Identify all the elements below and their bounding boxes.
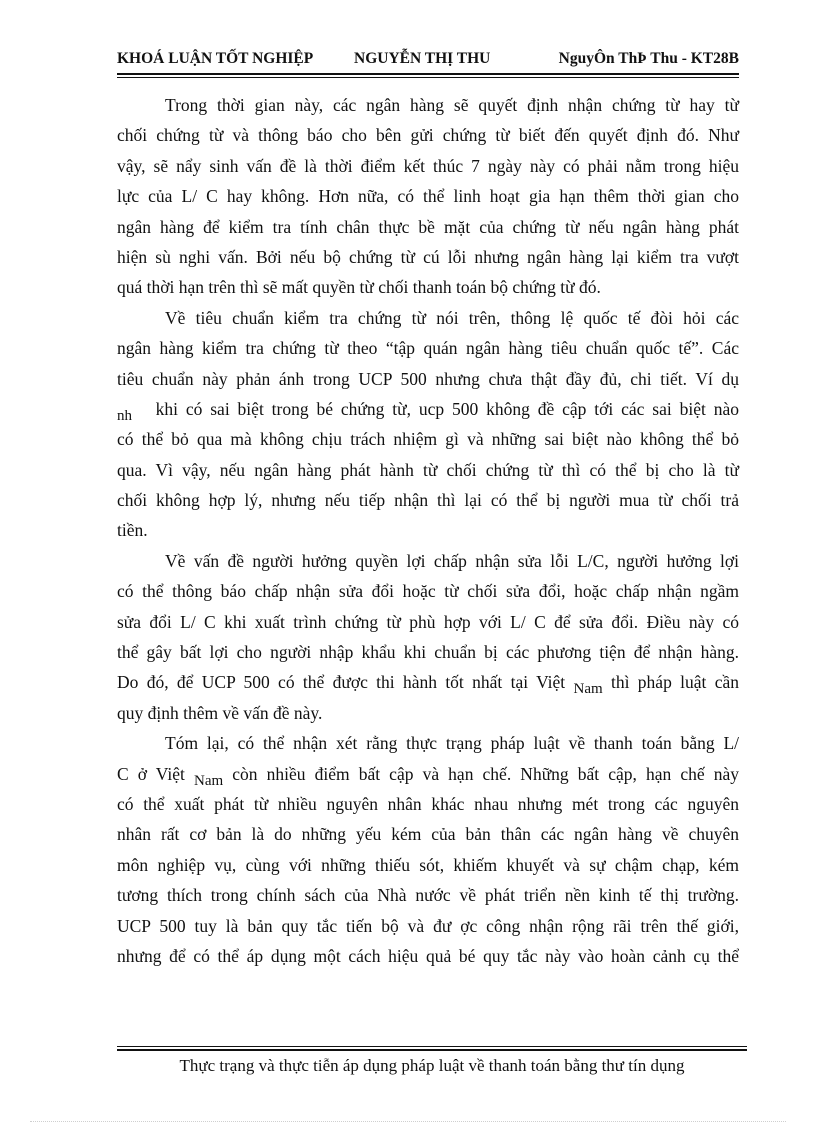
subscript-nh: nh — [117, 407, 132, 424]
text-line — [117, 394, 739, 424]
text-line: tương thích trong chính sách của Nhà nước về phát triển nền kinh tế thị trường. — [117, 885, 739, 906]
page-header — [117, 50, 739, 70]
text-line: hiện sù nghi vấn. Bởi nếu bộ chứng từ cú lỗi nhưng ngân hàng lại kiểm tra vượt — [117, 246, 739, 267]
text-line: Về vấn đề người hưởng quyền lợi chấp nhận sửa lỗi L/C, người hưởng lợi — [165, 550, 739, 571]
text-line: sửa đổi L/ C khi xuất trình chứng từ phù hợp với L/ C để sửa đổi. Điều này có — [117, 611, 739, 632]
text-line: chối chứng từ và thông báo cho bên gửi chứng từ biết đến quyết định đó. Như — [117, 125, 739, 146]
document-body — [117, 90, 739, 971]
text-fragment: còn nhiều điểm bất cập và hạn chế. Những bất cập, hạn chế này — [232, 763, 740, 784]
header-author-name: NGUYỄN THỊ THU — [354, 50, 491, 67]
text-line: tiền. — [117, 520, 148, 541]
text-line: chối không hợp lý, nhưng nếu tiếp nhận thì lại có thể bị người mua từ chối trả — [117, 490, 739, 511]
text-line: Về tiêu chuẩn kiểm tra chứng từ nói trên, thông lệ quốc tế đòi hỏi các — [165, 307, 739, 328]
text-line: ngân hàng để kiểm tra tính chân thực bề mặt của chứng từ nếu ngân hàng phát — [117, 216, 739, 237]
text-line: có thể xuất phát từ nhiều nguyên nhân khác nhau nhưng mét trong các nguyên — [117, 793, 739, 814]
page-footer: Thực trạng và thực tiễn áp dụng pháp luật về thanh toán bằng thư tín dụng — [179, 1056, 685, 1075]
text-line: ngân hàng kiểm tra chứng từ theo “tập quán ngân hàng tiêu chuẩn quốc tế”. Các — [117, 338, 739, 359]
text-line — [117, 759, 739, 789]
text-fragment: Do đó, để UCP 500 có thể được thi hành tốt nhất tại Việt — [117, 672, 566, 693]
subscript-nam: Nam — [194, 772, 224, 789]
page-edge-divider — [30, 1121, 786, 1122]
text-line: Trong thời gian này, các ngân hàng sẽ quyết định nhận chứng từ hay từ — [165, 95, 739, 115]
text-line: tiêu chuẩn này phản ánh trong UCP 500 nhưng chưa thật đầy đủ, chi tiết. Ví dụ — [117, 368, 739, 389]
subscript-nam: Nam — [573, 681, 603, 698]
text-line: thể gây bất lợi cho người nhập khẩu khi chuẩn bị các phương tiện để nhận hàng. — [117, 642, 739, 663]
header-thesis-label: KHOÁ LUẬN TỐT NGHIỆP — [117, 50, 314, 67]
text-fragment: C ở Việt — [117, 763, 185, 784]
text-line: nhưng để có thể áp dụng một cách hiệu quả bé quy tắc này vào hoàn cảnh cụ thể — [117, 945, 739, 966]
text-line: có thể thông báo chấp nhận sửa đổi hoặc từ chối sửa đổi, hoặc chấp nhận ngầm — [117, 581, 739, 602]
header-author-class: NguyÔn ThÞ Thu - KT28B — [558, 50, 739, 67]
header-rule-thin — [117, 77, 739, 78]
text-fragment: thì pháp luật cần — [611, 672, 739, 693]
text-line: lực của L/ C hay không. Hơn nữa, có thể linh hoạt gia hạn thêm thời gian cho — [117, 186, 739, 207]
text-line: qua. Vì vậy, nếu ngân hàng phát hành từ chối chứng từ thì có thể bị cho là từ — [117, 459, 739, 480]
text-line: quá thời hạn trên thì sẽ mất quyền từ chối thanh toán bộ chứng từ đó. — [117, 277, 601, 298]
text-line: Tóm lại, có thể nhận xét rằng thực trạng pháp luật về thanh toán bằng L/ — [165, 733, 739, 754]
text-line: môn nghiệp vụ, cùng với những thiếu sót, khiếm khuyết và sự chậm chạp, kém — [117, 854, 739, 875]
text-line: quy định thêm về vấn đề này. — [117, 702, 323, 723]
text-line: UCP 500 tuy là bản quy tắc tiến bộ và đư ợc công nhận rộng rãi trên thế giới, — [117, 915, 739, 936]
text-line: có thể bỏ qua mà không chịu trách nhiệm gì và những sai biệt nào không thể bỏ — [117, 429, 739, 450]
text-line: vậy, sẽ nẩy sinh vấn đề là thời điểm kết thúc 7 ngày này có phải nằm trong hiệu — [117, 155, 739, 176]
footer-rule-thick — [117, 1049, 747, 1051]
text-fragment: khi có sai biệt trong bé chứng từ, ucp 500 không đề cập tới các sai biệt nào — [155, 398, 739, 419]
header-rule-thick — [117, 73, 739, 75]
footer-rule-thin — [117, 1046, 747, 1047]
text-line: nhân rất cơ bản là do những yếu kém của bản thân các ngân hàng về chuyên — [117, 824, 739, 845]
text-line — [117, 667, 739, 697]
